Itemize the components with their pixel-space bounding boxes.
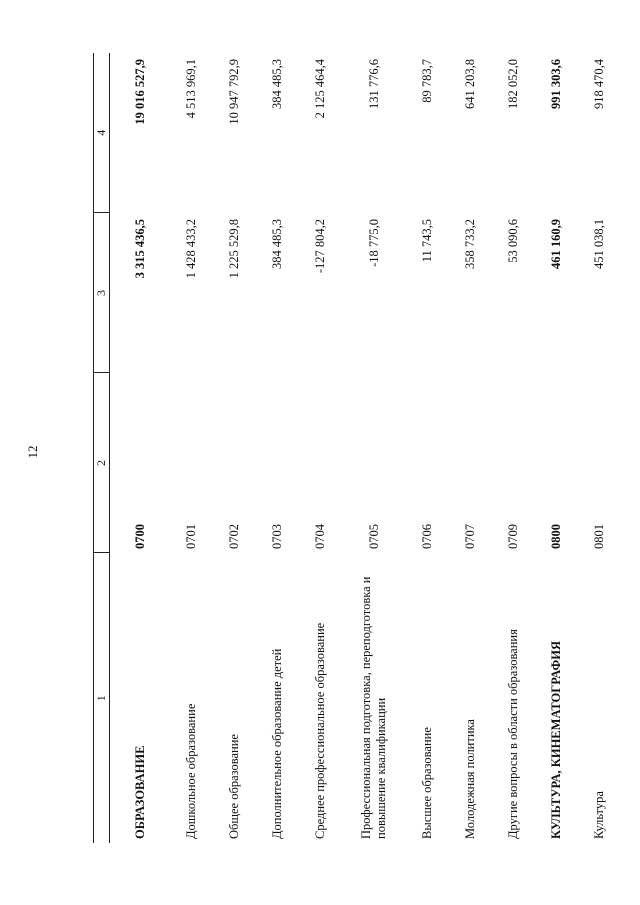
row-value-col4: 182 052,0: [506, 59, 520, 109]
row-name: Дошкольное образование: [184, 703, 198, 839]
row-name: Другие вопросы в области образования: [506, 629, 520, 839]
column-header-2: 2: [94, 373, 110, 553]
table-row: [110, 53, 171, 843]
row-name: Общее образование: [227, 734, 241, 839]
budget-table: [93, 53, 621, 843]
row-value-col4: 19 016 527,9: [132, 59, 147, 125]
row-value-col3: 11 743,5: [420, 219, 434, 263]
table-row: [406, 53, 449, 843]
table-row: [449, 53, 492, 843]
column-header-1: 1: [94, 553, 110, 843]
row-code: 0701: [184, 524, 198, 549]
row-value-col3: 451 038,1: [592, 219, 606, 269]
row-name: Молодежная политика: [463, 719, 477, 839]
row-value-col4: 89 783,7: [420, 59, 434, 103]
row-code: 0707: [463, 524, 477, 549]
row-value-col4: 384 485,3: [270, 59, 284, 109]
row-code: 0704: [313, 524, 327, 549]
table-row: [492, 53, 535, 843]
row-value-col4: 131 776,6: [366, 59, 381, 109]
rotated-table-container: [93, 53, 613, 843]
row-code: 0800: [549, 524, 563, 549]
row-code: 0705: [366, 524, 381, 549]
row-code: 0702: [227, 524, 241, 549]
column-header-4: 4: [94, 53, 110, 213]
row-value-col3: 1 428 433,2: [184, 219, 198, 279]
row-name: Высшее образование: [420, 727, 434, 839]
row-value-col3: 461 160,9: [549, 219, 563, 269]
row-value-col3: 53 090,6: [506, 219, 520, 263]
row-code: 0706: [420, 524, 434, 549]
column-header-3: 3: [94, 213, 110, 373]
table-row: [535, 53, 578, 843]
table-header-row: [94, 53, 110, 843]
row-code: 0801: [592, 524, 606, 549]
table-row: [213, 53, 256, 843]
row-value-col4: 4 513 969,1: [184, 59, 198, 119]
row-value-col3: -18 775,0: [366, 219, 381, 267]
table-row: [256, 53, 299, 843]
row-code: 0703: [270, 524, 284, 549]
row-name: ОБРАЗОВАНИЕ: [132, 745, 147, 839]
row-value-col4: 991 303,6: [549, 59, 563, 109]
row-value-col3: 1 225 529,8: [227, 219, 241, 279]
row-code: 0709: [506, 524, 520, 549]
table-row: [342, 53, 406, 843]
row-name: Культура: [592, 791, 606, 839]
table-row: [299, 53, 342, 843]
row-value-col3: -127 804,2: [313, 219, 327, 274]
row-value-col3: 358 733,2: [463, 219, 477, 269]
row-value-col3: 384 485,3: [270, 219, 284, 269]
row-value-col3: 3 315 436,5: [132, 219, 147, 279]
row-name: Среднее профессиональное образование: [313, 622, 327, 839]
row-name: КУЛЬТУРА, КИНЕМАТОГРАФИЯ: [549, 641, 563, 839]
row-value-col4: 641 203,8: [463, 59, 477, 109]
table-row: [578, 53, 621, 843]
row-value-col4: 10 947 792,9: [227, 59, 241, 125]
row-name: Дополнительное образование детей: [270, 648, 284, 839]
row-value-col4: 918 470,4: [592, 59, 606, 109]
row-name: Профессиональная подготовка, переподготовка и повышение квалификации: [359, 576, 388, 839]
row-code: 0700: [132, 524, 147, 549]
table-row: [170, 53, 213, 843]
page-number: 12: [25, 445, 40, 459]
row-value-col4: 2 125 464,4: [313, 59, 327, 119]
